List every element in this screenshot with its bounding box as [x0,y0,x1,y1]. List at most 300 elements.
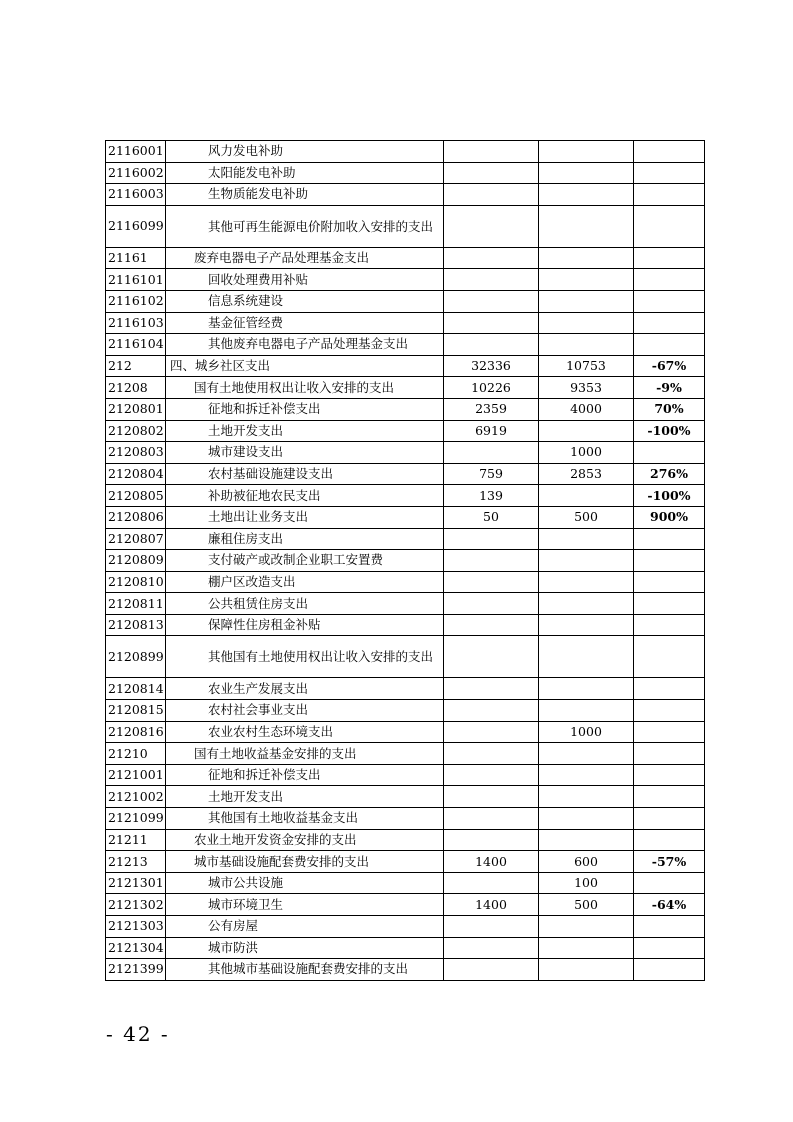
cell-value-1 [444,808,539,830]
table-row [106,550,705,572]
cell-name [166,786,444,808]
table-row [106,205,705,247]
cell-value-2 [539,614,634,636]
cell-name [166,355,444,377]
cell-change-percent [634,141,705,163]
cell-value-2 [539,162,634,184]
cell-code [106,334,166,356]
table-row [106,141,705,163]
table-row [106,506,705,528]
cell-name [166,205,444,247]
cell-value-2 [539,786,634,808]
cell-value-1-text: 6919 [475,422,507,438]
cell-value-2 [539,916,634,938]
cell-value-2 [539,959,634,981]
cell-value-2 [539,184,634,206]
cell-change-percent [634,959,705,981]
cell-value-2 [539,894,634,916]
cell-code-text: 2116099 [108,218,164,234]
cell-change-percent [634,205,705,247]
cell-name [166,916,444,938]
cell-name [166,636,444,678]
cell-name [166,571,444,593]
cell-name-text: 农业农村生态环境支出 [208,723,334,739]
cell-value-1-text: 1400 [475,896,507,912]
cell-code [106,398,166,420]
cell-code [106,894,166,916]
cell-change-percent-text: -64% [651,896,687,912]
table-row [106,808,705,830]
cell-name-text: 城市防洪 [208,939,259,955]
cell-code-text: 2121301 [108,875,164,891]
cell-value-2 [539,764,634,786]
cell-change-percent [634,247,705,269]
cell-value-1-text: 1400 [475,853,507,869]
cell-code-text: 2120899 [108,648,164,664]
cell-name-text: 农村基础设施建设支出 [208,466,334,482]
cell-code-text: 2116003 [108,186,164,202]
cell-name [166,269,444,291]
cell-value-1-text: 50 [483,509,499,525]
table-row [106,829,705,851]
cell-value-2 [539,636,634,678]
budget-table-body [106,141,705,981]
cell-value-2 [539,334,634,356]
cell-change-percent-text: -100% [647,422,691,438]
cell-value-1 [444,290,539,312]
cell-name-text: 支付破产或改制企业职工安置费 [208,552,384,568]
cell-code [106,571,166,593]
cell-value-2 [539,269,634,291]
table-row [106,678,705,700]
cell-code-text: 2120809 [108,552,164,568]
cell-code-text: 212 [108,358,132,374]
cell-code [106,420,166,442]
cell-value-1 [444,162,539,184]
table-row [106,290,705,312]
cell-value-2-text: 9353 [570,379,602,395]
cell-name [166,377,444,399]
cell-change-percent [634,506,705,528]
cell-change-percent [634,162,705,184]
cell-name-text: 土地开发支出 [208,422,284,438]
cell-code [106,743,166,765]
cell-code-text: 2116101 [108,271,164,287]
table-row [106,334,705,356]
cell-value-2-text: 600 [574,853,598,869]
cell-code [106,786,166,808]
cell-name [166,593,444,615]
cell-value-2 [539,550,634,572]
table-row [106,721,705,743]
cell-code-text: 21213 [108,853,148,869]
cell-value-2 [539,205,634,247]
cell-name [166,743,444,765]
cell-value-1 [444,485,539,507]
cell-value-1 [444,398,539,420]
cell-code [106,636,166,678]
cell-name-text: 四、城乡社区支出 [170,358,271,374]
cell-value-1 [444,743,539,765]
cell-value-2-text: 500 [574,509,598,525]
cell-change-percent [634,334,705,356]
table-row [106,184,705,206]
cell-code-text: 2121303 [108,918,164,934]
cell-name-text: 其他废弃电器电子产品处理基金支出 [208,336,409,352]
table-row [106,269,705,291]
cell-value-2 [539,247,634,269]
cell-name-text: 其他可再生能源电价附加收入安排的支出 [208,218,434,234]
cell-code [106,851,166,873]
table-row [106,355,705,377]
cell-code [106,593,166,615]
cell-change-percent [634,678,705,700]
cell-value-1 [444,593,539,615]
cell-value-1 [444,614,539,636]
cell-name-text: 废弃电器电子产品处理基金支出 [194,250,370,266]
cell-change-percent [634,593,705,615]
cell-value-1 [444,937,539,959]
table-row [106,614,705,636]
cell-name-text: 土地出让业务支出 [208,509,309,525]
cell-value-1 [444,205,539,247]
cell-value-1 [444,312,539,334]
cell-change-percent [634,463,705,485]
cell-value-1-text: 10226 [471,379,511,395]
table-row [106,937,705,959]
cell-change-percent [634,916,705,938]
cell-value-2 [539,442,634,464]
cell-value-1 [444,571,539,593]
cell-value-1 [444,829,539,851]
cell-code [106,312,166,334]
cell-value-2 [539,312,634,334]
cell-value-2-text: 500 [574,896,598,912]
cell-name [166,184,444,206]
cell-value-2 [539,506,634,528]
cell-value-1-text: 139 [479,487,503,503]
cell-value-1-text: 759 [479,466,503,482]
cell-code [106,700,166,722]
cell-code-text: 21210 [108,745,148,761]
cell-code [106,872,166,894]
cell-code [106,355,166,377]
cell-change-percent [634,312,705,334]
cell-value-2 [539,872,634,894]
cell-value-1 [444,872,539,894]
cell-name-text: 城市建设支出 [208,444,284,460]
cell-change-percent [634,528,705,550]
cell-code [106,959,166,981]
cell-name-text: 征地和拆迁补偿支出 [208,767,321,783]
cell-value-2 [539,485,634,507]
table-row [106,894,705,916]
cell-value-2 [539,721,634,743]
cell-code-text: 2121002 [108,788,164,804]
cell-name-text: 土地开发支出 [208,788,284,804]
cell-name [166,721,444,743]
cell-code [106,269,166,291]
cell-change-percent-text: -67% [651,358,687,374]
cell-code [106,141,166,163]
cell-value-2 [539,141,634,163]
cell-name-text: 生物质能发电补助 [208,186,309,202]
cell-name-text: 公有房屋 [208,918,259,934]
cell-value-1 [444,916,539,938]
cell-code-text: 2120810 [108,573,164,589]
cell-change-percent [634,743,705,765]
cell-value-1 [444,269,539,291]
cell-change-percent-text: 900% [650,509,688,525]
cell-value-2-text: 4000 [570,401,602,417]
cell-code-text: 21211 [108,831,148,847]
cell-value-2 [539,678,634,700]
cell-name [166,959,444,981]
table-row [106,700,705,722]
cell-value-2 [539,700,634,722]
table-row [106,571,705,593]
cell-name [166,420,444,442]
cell-name-text: 农业土地开发资金安排的支出 [194,831,357,847]
cell-code [106,764,166,786]
cell-value-2 [539,377,634,399]
cell-name [166,678,444,700]
cell-code-text: 2116103 [108,314,164,330]
cell-name [166,894,444,916]
cell-value-1 [444,959,539,981]
cell-name-text: 农业生产发展支出 [208,680,309,696]
cell-name [166,334,444,356]
cell-code-text: 2120805 [108,487,164,503]
table-row [106,872,705,894]
cell-value-1 [444,247,539,269]
cell-name-text: 征地和拆迁补偿支出 [208,401,321,417]
cell-change-percent [634,269,705,291]
cell-value-1 [444,184,539,206]
cell-value-2 [539,398,634,420]
cell-name [166,442,444,464]
cell-value-2-text: 1000 [570,723,602,739]
cell-change-percent-text: 70% [654,401,684,417]
cell-code-text: 2121099 [108,810,164,826]
cell-change-percent [634,184,705,206]
page-number: - 42 - [106,1022,170,1046]
cell-code-text: 2120807 [108,530,164,546]
table-row [106,247,705,269]
cell-change-percent-text: -57% [651,853,687,869]
cell-value-2 [539,571,634,593]
cell-value-1 [444,700,539,722]
cell-value-1 [444,355,539,377]
cell-name [166,872,444,894]
cell-change-percent [634,937,705,959]
cell-value-1 [444,721,539,743]
cell-name [166,312,444,334]
cell-name [166,550,444,572]
cell-name [166,614,444,636]
cell-name-text: 信息系统建设 [208,293,284,309]
cell-code-text: 2121302 [108,896,164,912]
cell-value-1 [444,334,539,356]
table-row [106,528,705,550]
cell-code [106,678,166,700]
cell-name [166,162,444,184]
cell-change-percent [634,808,705,830]
cell-name [166,398,444,420]
cell-change-percent [634,420,705,442]
cell-change-percent-text: -100% [647,487,691,503]
cell-value-1 [444,636,539,678]
cell-change-percent [634,290,705,312]
cell-change-percent-text: -9% [656,379,682,395]
table-row [106,398,705,420]
table-row [106,636,705,678]
cell-code [106,916,166,938]
cell-name [166,829,444,851]
cell-name-text: 保障性住房租金补贴 [208,617,321,633]
table-row [106,916,705,938]
cell-name-text: 廉租住房支出 [208,530,284,546]
table-row [106,764,705,786]
cell-name [166,290,444,312]
cell-code [106,205,166,247]
cell-value-2 [539,851,634,873]
cell-change-percent [634,700,705,722]
cell-change-percent [634,786,705,808]
cell-value-1 [444,141,539,163]
cell-code-text: 2116104 [108,336,164,352]
cell-code-text: 2120801 [108,401,164,417]
cell-code-text: 2120811 [108,595,164,611]
cell-value-1-text: 2359 [475,401,507,417]
cell-code-text: 2120804 [108,466,164,482]
table-row [106,420,705,442]
cell-code-text: 21208 [108,379,148,395]
cell-change-percent [634,851,705,873]
cell-name-text: 国有土地收益基金安排的支出 [194,745,357,761]
cell-code [106,808,166,830]
cell-value-1 [444,528,539,550]
cell-code [106,829,166,851]
cell-value-2 [539,743,634,765]
cell-name [166,528,444,550]
cell-value-1 [444,764,539,786]
cell-value-1 [444,463,539,485]
cell-value-1 [444,442,539,464]
cell-name [166,463,444,485]
cell-code [106,721,166,743]
table-row [106,593,705,615]
cell-name-text: 城市公共设施 [208,875,284,891]
cell-name [166,141,444,163]
cell-value-1 [444,851,539,873]
cell-code [106,247,166,269]
cell-code-text: 2120816 [108,723,164,739]
cell-code-text: 21161 [108,250,148,266]
cell-change-percent [634,442,705,464]
cell-name [166,247,444,269]
cell-name-text: 补助被征地农民支出 [208,487,321,503]
cell-name-text: 回收处理费用补贴 [208,271,309,287]
cell-value-2-text: 1000 [570,444,602,460]
cell-code-text: 2120814 [108,680,164,696]
cell-name-text: 风力发电补助 [208,143,284,159]
cell-change-percent [634,485,705,507]
cell-name-text: 城市基础设施配套费安排的支出 [194,853,370,869]
cell-code [106,162,166,184]
cell-code [106,485,166,507]
table-row [106,377,705,399]
cell-change-percent [634,764,705,786]
cell-change-percent-text: 276% [650,466,688,482]
cell-value-1 [444,678,539,700]
cell-name [166,851,444,873]
cell-value-1-text: 32336 [471,358,511,374]
table-row [106,442,705,464]
cell-name [166,764,444,786]
cell-code-text: 2121399 [108,961,164,977]
cell-code [106,506,166,528]
cell-name-text: 城市环境卫生 [208,896,284,912]
cell-code [106,290,166,312]
cell-code-text: 2116102 [108,293,164,309]
cell-change-percent [634,721,705,743]
cell-value-1 [444,894,539,916]
cell-code [106,614,166,636]
cell-value-1 [444,786,539,808]
cell-code [106,550,166,572]
cell-code-text: 2120802 [108,422,164,438]
cell-name-text: 其他城市基础设施配套费安排的支出 [208,961,409,977]
cell-name-text: 国有土地使用权出让收入安排的支出 [194,379,395,395]
cell-change-percent [634,872,705,894]
cell-change-percent [634,377,705,399]
cell-code-text: 2121001 [108,767,164,783]
cell-value-1 [444,550,539,572]
cell-code-text: 2116001 [108,143,164,159]
cell-value-2 [539,355,634,377]
cell-name-text: 基金征管经费 [208,314,284,330]
cell-change-percent [634,829,705,851]
cell-name [166,808,444,830]
cell-name-text: 农村社会事业支出 [208,702,309,718]
cell-code-text: 2120815 [108,702,164,718]
cell-code-text: 2120806 [108,509,164,525]
cell-value-2-text: 10753 [566,358,606,374]
cell-value-2 [539,593,634,615]
cell-change-percent [634,355,705,377]
cell-change-percent [634,894,705,916]
cell-name [166,937,444,959]
cell-code-text: 2120803 [108,444,164,460]
cell-name [166,700,444,722]
cell-code [106,377,166,399]
table-row [106,485,705,507]
cell-name-text: 棚户区改造支出 [208,573,296,589]
cell-code [106,442,166,464]
cell-name-text: 其他国有土地收益基金支出 [208,810,359,826]
cell-value-2 [539,290,634,312]
cell-code-text: 2120813 [108,617,164,633]
cell-change-percent [634,550,705,572]
cell-value-2-text: 100 [574,875,598,891]
table-row [106,162,705,184]
cell-name [166,506,444,528]
table-row [106,312,705,334]
cell-code-text: 2121304 [108,939,164,955]
cell-value-2 [539,420,634,442]
cell-value-2 [539,808,634,830]
